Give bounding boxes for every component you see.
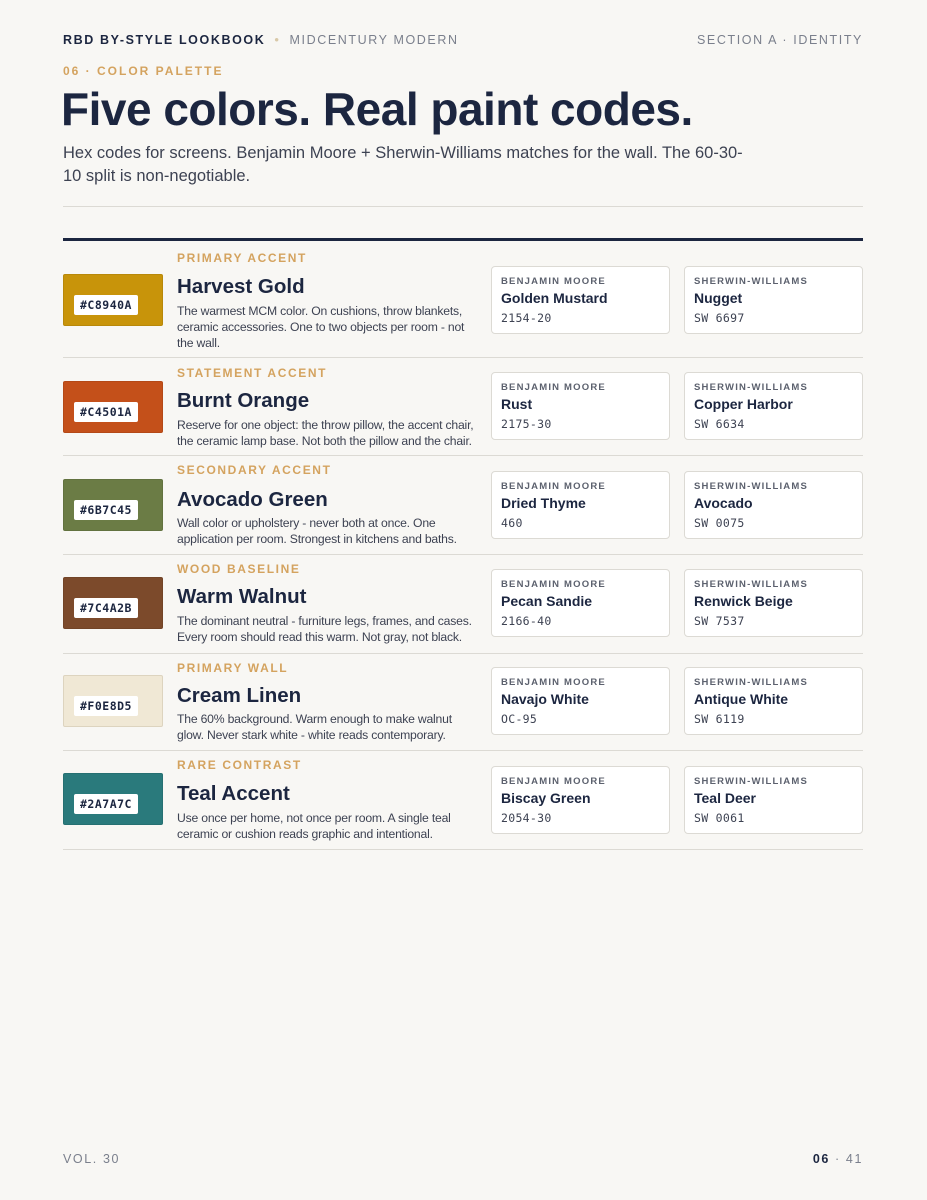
color-row — [63, 555, 863, 654]
color-swatch — [63, 675, 163, 727]
hex-code: #F0E8D5 — [74, 696, 138, 716]
paint-name: Pecan Sandie — [501, 593, 593, 609]
color-role: WOOD BASELINE — [177, 562, 301, 576]
paint-code: 460 — [501, 516, 523, 530]
sherwin-williams-match — [684, 569, 863, 637]
paint-code: 2166-40 — [501, 614, 552, 628]
paint-name: Navajo White — [501, 691, 589, 707]
paint-name: Dried Thyme — [501, 495, 586, 511]
sherwin-williams-match — [684, 266, 863, 334]
color-description: Reserve for one object: the throw pillow, the accent chair, the ceramic lamp base. Not both the pillow and the chair. — [177, 418, 474, 448]
sherwin-williams-match — [684, 667, 863, 735]
color-description: The dominant neutral - furniture legs, frames, and cases. Every room should read this warm. Not gray, not black. — [177, 614, 472, 644]
color-row — [63, 751, 863, 850]
paint-brand: SHERWIN-WILLIAMS — [694, 481, 809, 492]
color-name: Burnt Orange — [177, 389, 310, 412]
paint-name: Avocado — [694, 495, 753, 511]
sherwin-williams-match — [684, 372, 863, 440]
paint-name: Teal Deer — [694, 790, 756, 806]
chapter-number: 06 — [812, 1152, 830, 1166]
page-number — [813, 1152, 863, 1166]
paint-brand: BENJAMIN MOORE — [501, 579, 606, 590]
color-role: SECONDARY ACCENT — [177, 463, 332, 477]
color-role: PRIMARY WALL — [177, 661, 289, 675]
style-name: MIDCENTURY MODERN — [289, 32, 459, 47]
volume-label: VOL. 30 — [63, 1152, 121, 1166]
hex-code: #C8940A — [74, 295, 138, 315]
color-role: RARE CONTRAST — [177, 758, 302, 772]
running-header — [63, 32, 863, 47]
benjamin-moore-match — [491, 766, 670, 834]
color-description: The 60% background. Warm enough to make walnut glow. Never stark white - white reads contemporary. — [177, 712, 452, 742]
benjamin-moore-match — [491, 372, 670, 440]
paint-code: 2175-30 — [501, 417, 552, 431]
benjamin-moore-match — [491, 667, 670, 735]
paint-brand: BENJAMIN MOORE — [501, 677, 606, 688]
color-name: Warm Walnut — [177, 585, 307, 608]
hex-code: #C4501A — [74, 402, 138, 422]
color-row — [63, 241, 863, 358]
divider — [63, 206, 863, 207]
paint-brand: BENJAMIN MOORE — [501, 382, 606, 393]
benjamin-moore-match — [491, 266, 670, 334]
header-left — [63, 32, 459, 47]
color-description: The warmest MCM color. On cushions, throw blankets, ceramic accessories. One to two objects per room - not the wall. — [177, 304, 465, 350]
color-name: Cream Linen — [177, 684, 302, 707]
hex-code: #2A7A7C — [74, 794, 138, 814]
paint-code: SW 6634 — [694, 417, 745, 431]
benjamin-moore-match — [491, 471, 670, 539]
paint-code: SW 6697 — [694, 311, 745, 325]
hex-code: #7C4A2B — [74, 598, 138, 618]
color-row — [63, 654, 863, 751]
publication-name: RBD BY-STYLE LOOKBOOK — [63, 32, 266, 47]
color-swatch — [63, 381, 163, 433]
color-swatch — [63, 773, 163, 825]
page-index: 41 — [845, 1152, 863, 1166]
page-subtitle: Hex codes for screens. Benjamin Moore + Sherwin-Williams matches for the wall. The 60-30-10 split is non-negotiable. — [63, 144, 743, 185]
sherwin-williams-match — [684, 471, 863, 539]
header-separator: • — [274, 32, 281, 47]
paint-code: 2154-20 — [501, 311, 552, 325]
section-label: SECTION A · IDENTITY — [696, 32, 863, 47]
color-row — [63, 456, 863, 555]
paint-brand: BENJAMIN MOORE — [501, 276, 606, 287]
paint-name: Rust — [501, 396, 533, 412]
benjamin-moore-match — [491, 569, 670, 637]
paint-name: Renwick Beige — [694, 593, 793, 609]
paint-brand: SHERWIN-WILLIAMS — [694, 579, 809, 590]
paint-name: Nugget — [694, 290, 743, 306]
color-name: Teal Accent — [177, 782, 290, 805]
paint-code: SW 7537 — [694, 614, 745, 628]
paint-brand: BENJAMIN MOORE — [501, 776, 606, 787]
paint-name: Biscay Green — [501, 790, 591, 806]
color-name: Avocado Green — [177, 488, 328, 511]
paint-code: 2054-30 — [501, 811, 552, 825]
paint-name: Golden Mustard — [501, 290, 608, 306]
color-role: STATEMENT ACCENT — [177, 366, 328, 380]
chapter-eyebrow: 06 · COLOR PALETTE — [63, 64, 224, 78]
paint-brand: SHERWIN-WILLIAMS — [694, 677, 809, 688]
color-name: Harvest Gold — [177, 275, 305, 298]
paint-code: OC-95 — [501, 712, 538, 726]
paint-code: SW 0075 — [694, 516, 745, 530]
color-description: Use once per home, not once per room. A single teal ceramic or cushion reads graphic and intentional. — [177, 811, 451, 841]
color-row — [63, 358, 863, 456]
color-swatch — [63, 577, 163, 629]
color-swatch — [63, 274, 163, 326]
paint-brand: SHERWIN-WILLIAMS — [694, 776, 809, 787]
page-footer — [63, 1152, 863, 1166]
color-role: PRIMARY ACCENT — [177, 251, 307, 265]
color-description: Wall color or upholstery - never both at once. One application per room. Strongest in kitchens and baths. — [177, 516, 457, 546]
paint-brand: SHERWIN-WILLIAMS — [694, 276, 809, 287]
sherwin-williams-match — [684, 766, 863, 834]
paint-code: SW 6119 — [694, 712, 745, 726]
page-separator: · — [835, 1152, 841, 1166]
paint-brand: SHERWIN-WILLIAMS — [694, 382, 809, 393]
paint-name: Copper Harbor — [694, 396, 793, 412]
color-swatch — [63, 479, 163, 531]
paint-name: Antique White — [694, 691, 789, 707]
paint-code: SW 0061 — [694, 811, 745, 825]
paint-brand: BENJAMIN MOORE — [501, 481, 606, 492]
page-title: Five colors. Real paint codes. — [61, 83, 693, 135]
hex-code: #6B7C45 — [74, 500, 138, 520]
